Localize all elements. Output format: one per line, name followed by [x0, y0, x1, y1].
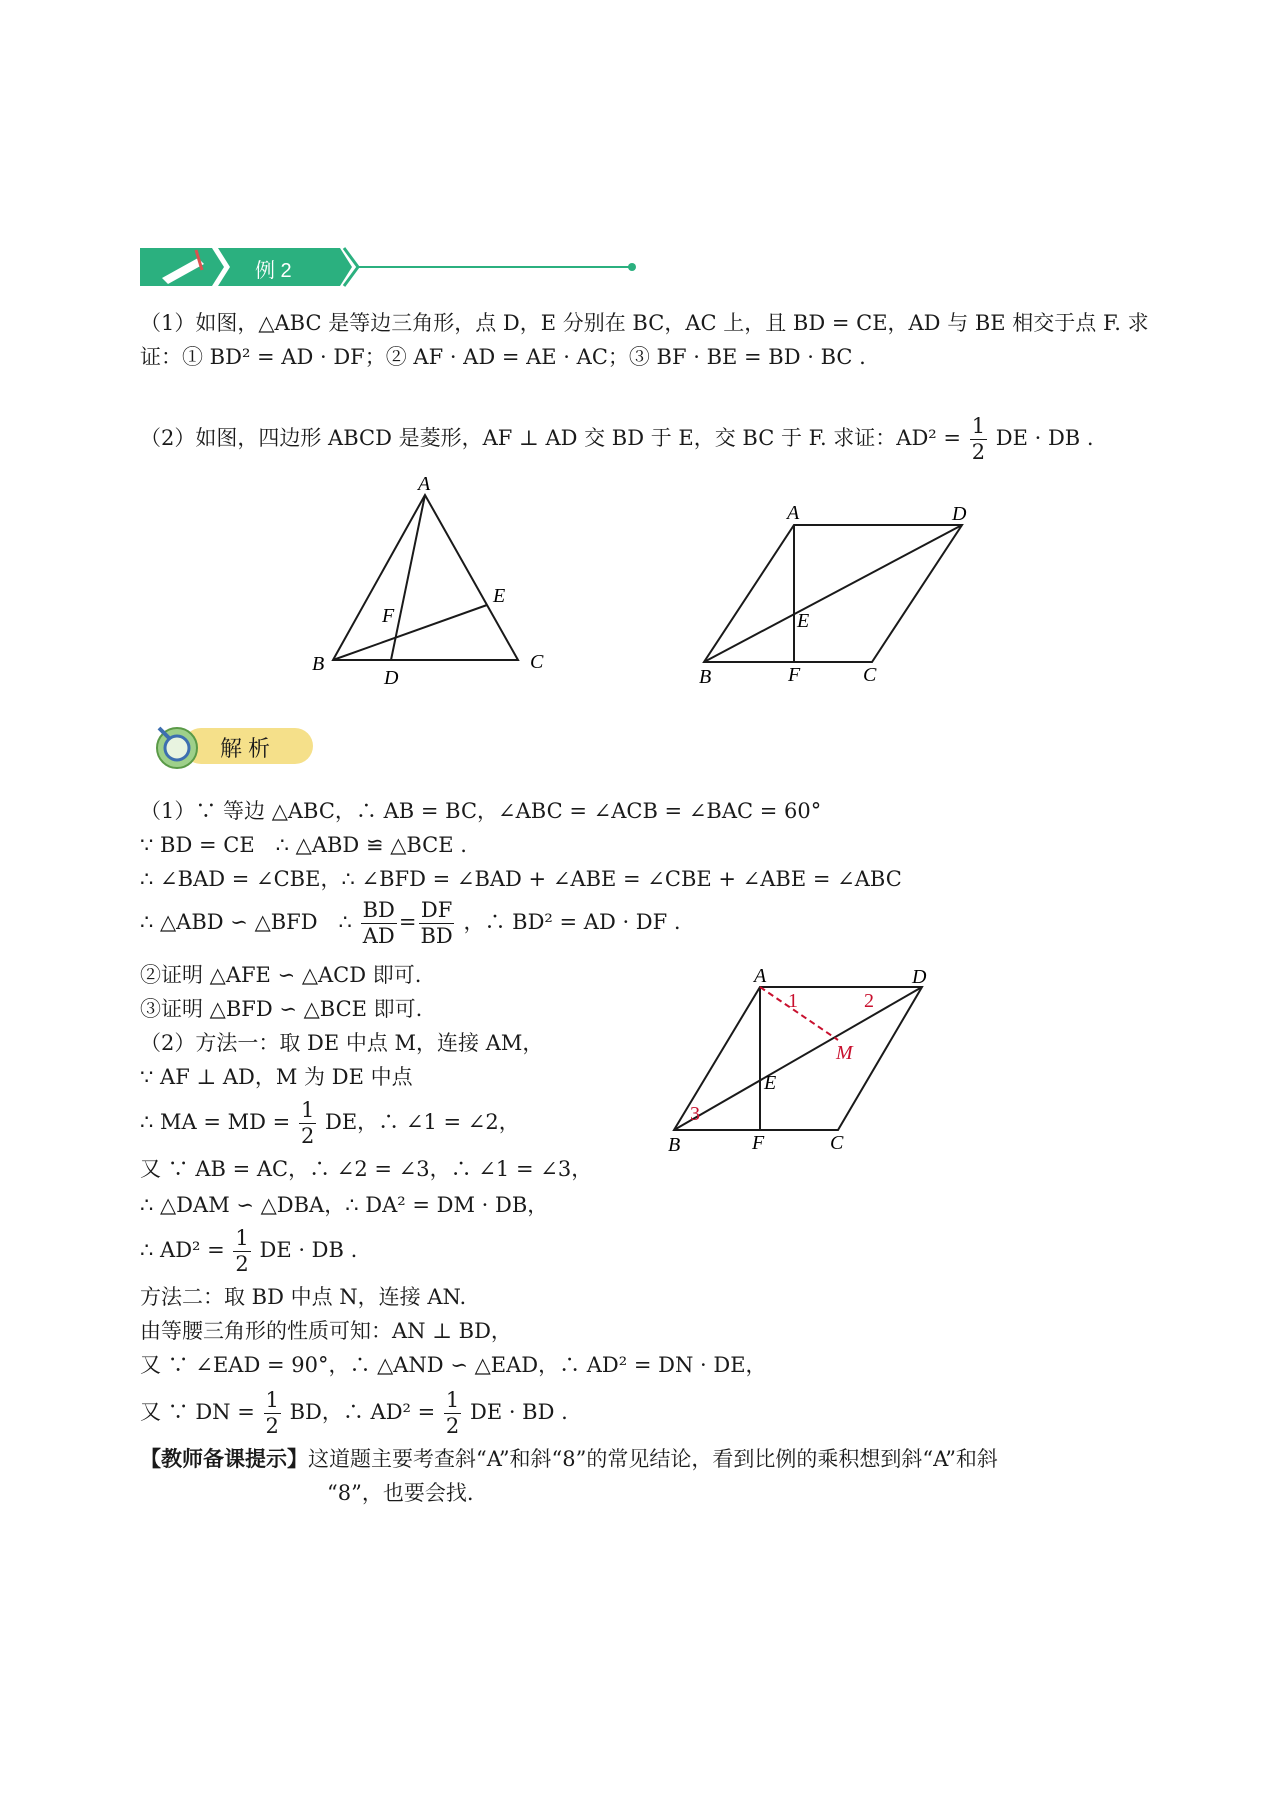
example-label: 例 2	[255, 260, 292, 282]
banner-graphic	[140, 244, 660, 290]
problem2-text-post: DE · DB .	[995, 426, 1094, 450]
analysis-step-14: 由等腰三角形的性质可知：AN ⊥ BD，	[140, 1319, 512, 1343]
fig1-label-d: D	[384, 667, 399, 689]
problem2-text-pre: （2）如图，四边形 ABCD 是菱形，AF ⊥ AD 交 BD 于 E，交 BC 于 F. 求证：AD² =	[140, 426, 961, 450]
fig1-label-f: F	[382, 605, 395, 627]
fig3-label-m: M	[836, 1042, 853, 1064]
fig3-label-f: F	[752, 1132, 765, 1154]
analysis-step-11: ∴ △DAM ∽ △DBA，∴ DA² = DM · DB，	[140, 1193, 549, 1217]
problem2-fraction: $\frac{1}{2}$	[971, 414, 986, 464]
fig3-angle-1: 1	[788, 990, 798, 1012]
fig1-label-b: B	[312, 653, 325, 675]
fig3-label-b: B	[668, 1134, 681, 1156]
fig2-label-b: B	[699, 666, 712, 688]
teacher-tip-text: 这道题主要考查斜“A”和斜“8”的常见结论，看到比例的乘积想到斜“A”和斜	[308, 1447, 998, 1471]
fig3-label-e: E	[764, 1072, 777, 1094]
analysis-header	[145, 718, 325, 774]
fig1-label-e: E	[493, 585, 506, 607]
analysis-step-9: ∴ MA = MD = $\frac{1}{2}$ DE，∴ ∠1 = ∠2，	[140, 1098, 520, 1148]
analysis-step-6: ③证明 △BFD ∽ △BCE 即可.	[140, 997, 423, 1021]
figure-triangle	[300, 470, 580, 690]
fig2-label-d: D	[952, 503, 967, 525]
fig2-label-c: C	[863, 664, 877, 686]
analysis-step-3: ∴ ∠BAD = ∠CBE，∴ ∠BFD = ∠BAD + ∠ABE = ∠CBE + ∠ABE = ∠ABC	[140, 867, 902, 891]
problem2-line	[140, 416, 1094, 463]
analysis-step-8: ∵ AF ⊥ AD，M 为 DE 中点	[140, 1065, 413, 1089]
fig3-label-c: C	[830, 1132, 844, 1154]
half-fraction-2: $\frac{1}{2}$	[235, 1226, 249, 1276]
analysis-step-16: 又 ∵ DN = $\frac{1}{2}$ BD，∴ AD² = $\frac{1}{2}$ DE · BD .	[140, 1388, 568, 1438]
problem1-line2: 证：① BD² = AD · DF；② AF · AD = AE · AC；③ BF · BE = BD · BC .	[140, 345, 866, 369]
fig2-label-e: E	[797, 610, 810, 632]
analysis-title: 解析	[220, 737, 277, 762]
analysis-step-2: ∵ BD = CE ∴ △ABD ≌ △BCE .	[140, 833, 467, 857]
analysis-step-12: ∴ AD² = $\frac{1}{2}$ DE · DB .	[140, 1226, 358, 1276]
teacher-tip-line1	[140, 1444, 998, 1474]
analysis-step-15: 又 ∵ ∠EAD = 90°，∴ △AND ∽ △EAD，∴ AD² = DN · DE，	[140, 1353, 767, 1377]
half-fraction-1: $\frac{1}{2}$	[300, 1098, 315, 1148]
analysis-step-10: 又 ∵ AB = AC，∴ ∠2 = ∠3，∴ ∠1 = ∠3，	[140, 1157, 593, 1181]
fig2-label-f: F	[788, 664, 801, 686]
analysis-step-5: ②证明 △AFE ∽ △ACD 即可.	[140, 963, 422, 987]
analysis-step-13: 方法二：取 BD 中点 N，连接 AN.	[140, 1285, 467, 1309]
teacher-tip-line2: “8”，也要会找.	[327, 1481, 474, 1505]
figure-rhombus	[690, 495, 980, 695]
ratio-fraction-2: $\frac{DF}{BD}$	[420, 898, 453, 948]
half-fraction-4: $\frac{1}{2}$	[445, 1388, 460, 1438]
magnifier-icon	[157, 728, 197, 768]
fig1-label-c: C	[530, 651, 544, 673]
half-fraction-3: $\frac{1}{2}$	[265, 1388, 279, 1438]
problem1-line1: （1）如图，△ABC 是等边三角形，点 D，E 分别在 BC，AC 上，且 BD = CE，AD 与 BE 相交于点 F. 求	[140, 311, 1149, 335]
fig3-label-a: A	[754, 965, 767, 987]
analysis-step-1: （1）∵ 等边 △ABC，∴ AB = BC，∠ABC = ∠ACB = ∠BAC = 60°	[140, 799, 822, 823]
figure-rhombus-midpoint	[660, 965, 950, 1165]
analysis-step-7: （2）方法一：取 DE 中点 M，连接 AM，	[140, 1031, 544, 1055]
ratio-fraction-1: $\frac{BD}{AD}$	[362, 898, 395, 948]
example-banner	[140, 244, 660, 290]
fig1-label-a: A	[418, 473, 431, 495]
fig3-angle-2: 2	[864, 990, 874, 1012]
fig3-angle-3: 3	[690, 1103, 700, 1125]
analysis-step-4: ∴ △ABD ∽ △BFD ∴ $\frac{BD}{AD}$ = $\frac{DF}{BD}$ ，∴ BD² = AD · DF .	[140, 898, 681, 948]
fig3-label-d: D	[912, 966, 927, 988]
teacher-tip-label: 【教师备课提示】	[140, 1446, 308, 1471]
fig2-label-a: A	[787, 502, 800, 524]
